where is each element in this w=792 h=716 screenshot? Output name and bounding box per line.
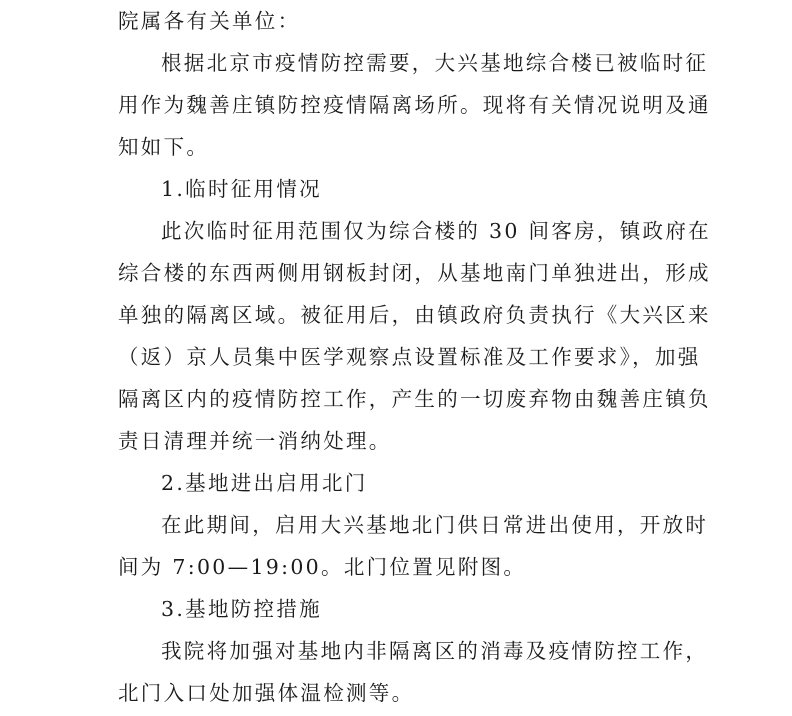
section-2-line-2: 间为 7:00—19:00。北门位置见附图。 [118, 555, 527, 579]
intro-line-3: 知如下。 [118, 135, 210, 159]
section-1-line-6: 责日清理并统一消纳处理。 [118, 429, 392, 453]
document-body [118, 0, 711, 714]
section-2-line-1: 在此期间，启用大兴基地北门供日常进出使用，开放时 [161, 513, 709, 537]
section-3-heading: 3.基地防控措施 [161, 597, 322, 621]
section-1-line-2: 综合楼的东西两侧用钢板封闭，从基地南门单独进出，形成 [118, 261, 711, 285]
section-1-line-4: （返）京人员集中医学观察点设置标准及工作要求》，加强 [118, 345, 701, 369]
section-1-line-1: 此次临时征用范围仅为综合楼的 30 间客房，镇政府在 [161, 219, 711, 243]
intro-line-2: 用作为魏善庄镇防控疫情隔离场所。现将有关情况说明及通 [118, 93, 711, 117]
section-2-heading: 2.基地进出启用北门 [161, 471, 368, 495]
section-1-line-5: 隔离区内的疫情防控工作，产生的一切废弃物由魏善庄镇负 [118, 387, 711, 411]
intro-line-1: 根据北京市疫情防控需要，大兴基地综合楼已被临时征 [161, 51, 709, 75]
salutation: 院属各有关单位： [118, 9, 301, 33]
section-1-line-3: 单独的隔离区域。被征用后，由镇政府负责执行《大兴区来 [118, 303, 711, 327]
section-1-heading: 1.临时征用情况 [161, 177, 322, 201]
section-3-line-1: 我院将加强对基地内非隔离区的消毒及疫情防控工作， [161, 639, 709, 663]
section-3-line-2: 北门入口处加强体温检测等。 [118, 681, 415, 705]
